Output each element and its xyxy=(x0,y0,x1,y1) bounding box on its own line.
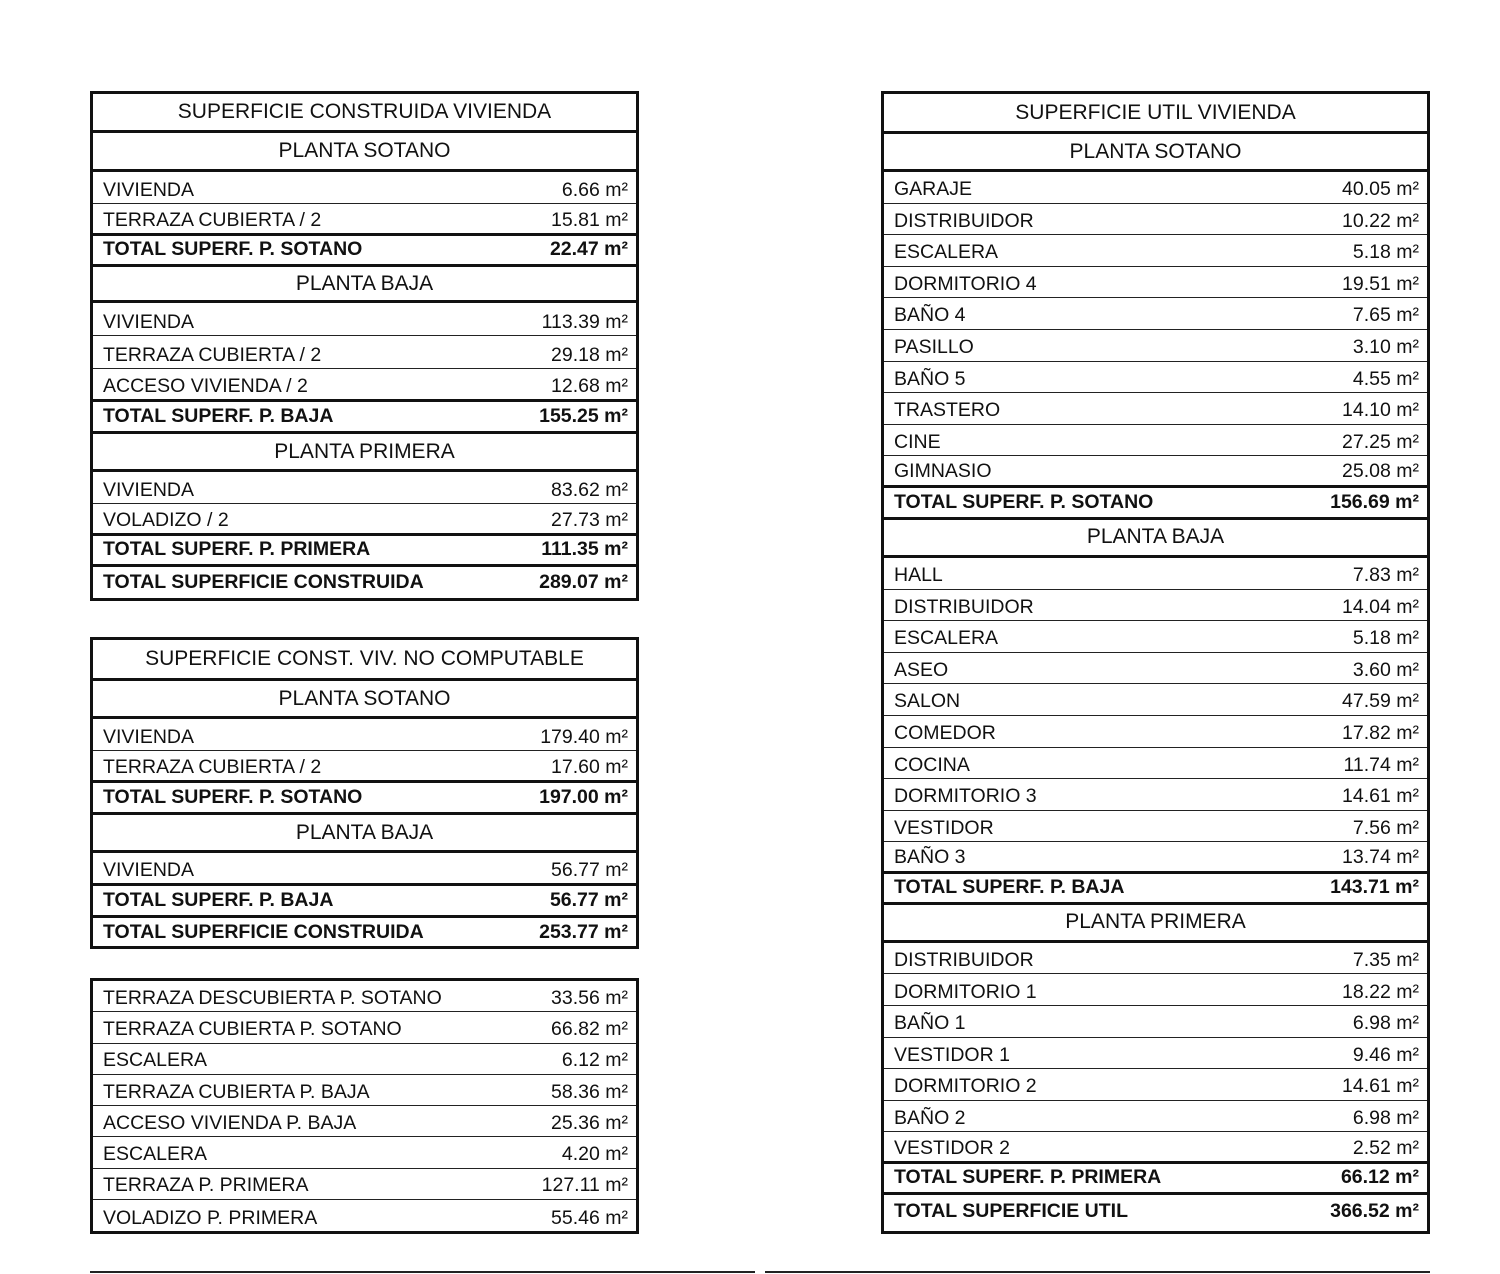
row-label: BAÑO 2 xyxy=(894,1106,966,1129)
table-row xyxy=(884,1006,1427,1038)
table-title: SUPERFICIE UTIL VIVIENDA xyxy=(884,94,1427,134)
row-value: 40.05 m² xyxy=(1342,178,1419,201)
table-row xyxy=(93,1012,636,1043)
row-value: 6.98 m² xyxy=(1352,1012,1419,1035)
row-value: 179.40 m² xyxy=(540,725,628,748)
table-row xyxy=(884,425,1427,457)
row-label: DISTRIBUIDOR xyxy=(894,948,1034,971)
row-value: 127.11 m² xyxy=(541,1174,628,1197)
row-value: 3.60 m² xyxy=(1352,658,1419,681)
row-label: VIVIENDA xyxy=(103,858,195,881)
row-value: 83.62 m² xyxy=(551,478,628,501)
row-value: 2.52 m² xyxy=(1352,1136,1419,1159)
table-row xyxy=(884,842,1427,874)
table-row xyxy=(884,1038,1427,1070)
row-label: DISTRIBUIDOR xyxy=(894,595,1034,618)
total-row xyxy=(93,783,636,815)
row-value: 14.61 m² xyxy=(1342,1075,1419,1098)
row-label: ACCESO VIVIENDA / 2 xyxy=(103,374,308,397)
total-label: TOTAL SUPERF. P. PRIMERA xyxy=(894,1166,1162,1189)
row-label: TERRAZA DESCUBIERTA P. SOTANO xyxy=(103,986,442,1009)
no-computable-table xyxy=(90,637,639,949)
table-row xyxy=(93,751,636,783)
row-label: TRASTERO xyxy=(894,399,1001,422)
total-value: 56.77 m² xyxy=(549,888,628,911)
table-row xyxy=(93,1044,636,1075)
row-label: COMEDOR xyxy=(894,722,996,744)
total-value: 156.69 m² xyxy=(1330,490,1419,513)
row-label: TERRAZA CUBIERTA / 2 xyxy=(103,343,322,366)
row-label: VESTIDOR xyxy=(894,816,994,839)
row-value: 47.59 m² xyxy=(1342,690,1419,713)
table-row xyxy=(884,943,1427,975)
total-value: 22.47 m² xyxy=(549,238,628,261)
table-row xyxy=(884,811,1427,843)
grand-total-row xyxy=(93,567,636,598)
grand-total-row xyxy=(93,918,636,948)
table-title: SUPERFICIE CONST. VIV. NO COMPUTABLE xyxy=(93,640,636,681)
util-table xyxy=(881,91,1430,1234)
row-value: 6.98 m² xyxy=(1352,1106,1419,1129)
row-label: ASEO xyxy=(894,658,949,681)
table-row xyxy=(884,590,1427,622)
row-label: CINE xyxy=(894,430,941,453)
total-row xyxy=(93,536,636,567)
row-value: 17.82 m² xyxy=(1342,722,1419,744)
grand-total-label: TOTAL SUPERFICIE CONSTRUIDA xyxy=(103,921,424,944)
row-value: 12.68 m² xyxy=(551,374,628,397)
total-label: TOTAL SUPERF. P. PRIMERA xyxy=(103,538,371,561)
table-row xyxy=(884,393,1427,425)
row-value: 4.20 m² xyxy=(561,1143,628,1165)
page-divider-right xyxy=(765,1271,1430,1273)
row-label: SALON xyxy=(894,690,961,713)
table-row xyxy=(93,1075,636,1106)
row-value: 56.77 m² xyxy=(551,858,628,881)
table-row xyxy=(884,1132,1427,1164)
section-header-baja: PLANTA BAJA xyxy=(93,815,636,853)
row-value: 5.18 m² xyxy=(1352,241,1419,264)
row-label: VIVIENDA xyxy=(103,310,195,333)
table-row xyxy=(884,621,1427,653)
row-value: 29.18 m² xyxy=(551,343,628,366)
section-header-baja: PLANTA BAJA xyxy=(884,520,1427,558)
row-value: 18.22 m² xyxy=(1342,980,1419,1003)
total-row xyxy=(93,886,636,918)
table-row xyxy=(93,1169,636,1200)
table-row xyxy=(884,716,1427,748)
row-label: VIVIENDA xyxy=(103,178,195,201)
row-value: 3.10 m² xyxy=(1352,336,1419,359)
grand-total-label: TOTAL SUPERFICIE CONSTRUIDA xyxy=(103,570,424,593)
section-header-primera: PLANTA PRIMERA xyxy=(93,434,636,472)
table-row xyxy=(884,558,1427,590)
row-value: 25.36 m² xyxy=(551,1111,628,1134)
total-label: TOTAL SUPERF. P. BAJA xyxy=(103,888,334,911)
row-value: 14.61 m² xyxy=(1342,785,1419,808)
table-row xyxy=(884,1069,1427,1101)
total-value: 143.71 m² xyxy=(1330,876,1419,899)
row-label: VIVIENDA xyxy=(103,725,195,748)
table-row xyxy=(884,684,1427,716)
row-label: DORMITORIO 2 xyxy=(894,1075,1037,1098)
row-label: ESCALERA xyxy=(103,1049,208,1072)
section-header-sotano: PLANTA SOTANO xyxy=(93,133,636,172)
total-row xyxy=(884,1164,1427,1195)
section-header-primera: PLANTA PRIMERA xyxy=(884,905,1427,943)
table-row xyxy=(93,981,636,1012)
table-row xyxy=(884,330,1427,362)
grand-total-value: 253.77 m² xyxy=(539,921,628,944)
row-value: 7.65 m² xyxy=(1352,304,1419,327)
page-divider-left xyxy=(90,1271,755,1273)
table-row xyxy=(93,1106,636,1137)
row-label: COCINA xyxy=(894,753,970,776)
total-value: 66.12 m² xyxy=(1340,1166,1419,1189)
table-row xyxy=(884,267,1427,299)
table-row xyxy=(884,779,1427,811)
total-row xyxy=(93,236,636,267)
row-label: VESTIDOR 1 xyxy=(894,1043,1010,1066)
row-label: DISTRIBUIDOR xyxy=(894,209,1034,232)
total-row xyxy=(93,402,636,434)
section-header-sotano: PLANTA SOTANO xyxy=(93,681,636,719)
total-row xyxy=(884,874,1427,905)
row-value: 33.56 m² xyxy=(551,986,628,1009)
row-label: PASILLO xyxy=(894,336,974,359)
grand-total-value: 289.07 m² xyxy=(539,570,628,593)
row-label: TERRAZA CUBIERTA / 2 xyxy=(103,755,322,778)
table-row xyxy=(93,303,636,336)
table-row xyxy=(93,369,636,402)
row-value: 7.35 m² xyxy=(1352,948,1419,971)
row-label: DORMITORIO 4 xyxy=(894,272,1037,295)
row-value: 7.56 m² xyxy=(1352,816,1419,839)
row-label: ACCESO VIVIENDA P. BAJA xyxy=(103,1111,357,1134)
row-label: ESCALERA xyxy=(894,241,999,264)
table-row xyxy=(93,1137,636,1168)
table-row xyxy=(884,1101,1427,1133)
row-value: 17.60 m² xyxy=(551,755,628,778)
grand-total-label: TOTAL SUPERFICIE UTIL xyxy=(894,1200,1129,1223)
row-label: ESCALERA xyxy=(894,627,999,650)
row-label: VOLADIZO P. PRIMERA xyxy=(103,1206,318,1229)
table-row xyxy=(884,235,1427,267)
section-header-baja: PLANTA BAJA xyxy=(93,267,636,303)
table-row xyxy=(93,1200,636,1231)
table-row xyxy=(884,204,1427,236)
row-value: 14.10 m² xyxy=(1342,399,1419,422)
table-row xyxy=(884,298,1427,330)
total-value: 111.35 m² xyxy=(541,538,628,561)
table-row xyxy=(93,853,636,886)
row-label: VESTIDOR 2 xyxy=(894,1136,1010,1159)
table-row xyxy=(93,504,636,536)
row-value: 9.46 m² xyxy=(1352,1043,1419,1066)
grand-total-value: 366.52 m² xyxy=(1330,1200,1419,1223)
table-row xyxy=(93,336,636,369)
row-value: 11.74 m² xyxy=(1343,753,1419,776)
grand-total-row xyxy=(884,1195,1427,1229)
total-label: TOTAL SUPERF. P. SOTANO xyxy=(894,490,1154,513)
row-value: 7.83 m² xyxy=(1352,564,1419,587)
row-value: 25.08 m² xyxy=(1342,460,1419,483)
row-label: BAÑO 1 xyxy=(894,1012,966,1035)
row-label: GARAJE xyxy=(894,178,973,201)
total-label: TOTAL SUPERF. P. BAJA xyxy=(103,404,334,427)
total-value: 155.25 m² xyxy=(539,404,628,427)
row-label: TERRAZA CUBIERTA / 2 xyxy=(103,208,322,231)
table-row xyxy=(93,472,636,504)
row-value: 4.55 m² xyxy=(1352,367,1419,390)
section-header-sotano: PLANTA SOTANO xyxy=(884,134,1427,172)
row-value: 6.12 m² xyxy=(561,1049,628,1072)
table-row xyxy=(884,653,1427,685)
row-value: 66.82 m² xyxy=(551,1018,628,1040)
table-row xyxy=(93,204,636,236)
table-row xyxy=(884,456,1427,488)
table-row xyxy=(93,719,636,751)
row-label: GIMNASIO xyxy=(894,460,992,483)
terrazas-table xyxy=(90,978,639,1234)
row-label: HALL xyxy=(894,564,943,587)
row-label: TERRAZA P. PRIMERA xyxy=(103,1174,309,1197)
table-title: SUPERFICIE CONSTRUIDA VIVIENDA xyxy=(93,94,636,133)
row-label: ESCALERA xyxy=(103,1143,208,1165)
row-label: BAÑO 4 xyxy=(894,304,966,327)
total-row xyxy=(884,488,1427,520)
row-label: BAÑO 5 xyxy=(894,367,966,390)
row-value: 5.18 m² xyxy=(1352,627,1419,650)
row-value: 13.74 m² xyxy=(1342,846,1419,869)
row-label: VIVIENDA xyxy=(103,478,195,501)
table-row xyxy=(884,362,1427,394)
total-value: 197.00 m² xyxy=(539,785,628,808)
row-value: 58.36 m² xyxy=(551,1080,628,1103)
row-label: TERRAZA CUBIERTA P. BAJA xyxy=(103,1080,370,1103)
row-label: VOLADIZO / 2 xyxy=(103,508,229,531)
row-label: BAÑO 3 xyxy=(894,846,966,869)
table-row xyxy=(93,172,636,204)
row-value: 113.39 m² xyxy=(541,310,628,333)
row-value: 6.66 m² xyxy=(561,178,628,201)
total-label: TOTAL SUPERF. P. SOTANO xyxy=(103,238,363,261)
row-value: 15.81 m² xyxy=(551,208,628,231)
total-label: TOTAL SUPERF. P. SOTANO xyxy=(103,785,363,808)
total-label: TOTAL SUPERF. P. BAJA xyxy=(894,876,1125,899)
table-row xyxy=(884,748,1427,780)
table-row xyxy=(884,172,1427,204)
row-label: TERRAZA CUBIERTA P. SOTANO xyxy=(103,1018,402,1040)
row-value: 14.04 m² xyxy=(1342,595,1419,618)
row-value: 19.51 m² xyxy=(1342,272,1419,295)
row-value: 10.22 m² xyxy=(1342,209,1419,232)
row-value: 55.46 m² xyxy=(551,1206,628,1229)
row-value: 27.25 m² xyxy=(1342,430,1419,453)
row-label: DORMITORIO 3 xyxy=(894,785,1037,808)
table-row xyxy=(884,974,1427,1006)
row-value: 27.73 m² xyxy=(551,508,628,531)
row-label: DORMITORIO 1 xyxy=(894,980,1037,1003)
construida-table xyxy=(90,91,639,601)
